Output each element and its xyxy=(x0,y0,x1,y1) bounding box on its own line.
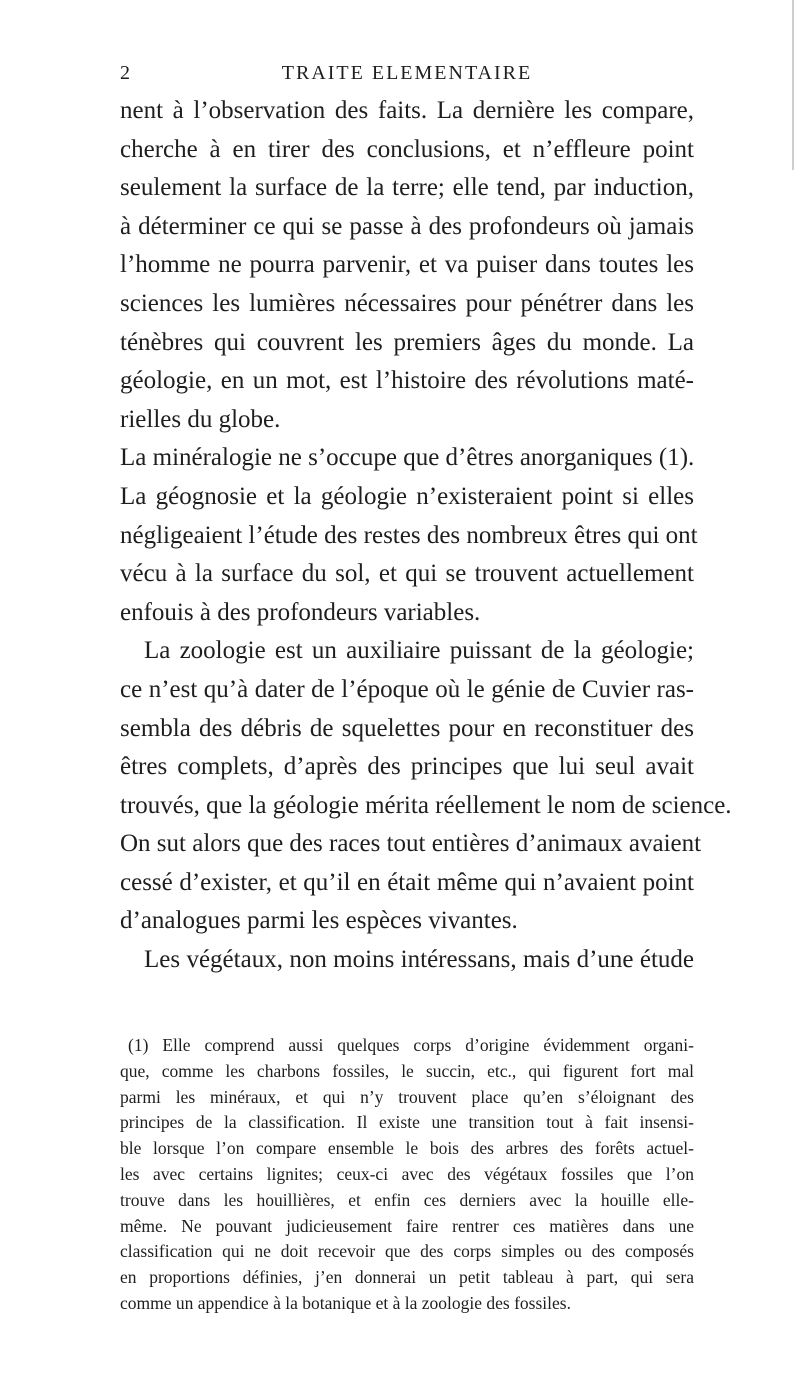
page-edge-line xyxy=(792,0,794,170)
body-line: ce n’est qu’à dater de l’époque où le génie de Cuvier ras- xyxy=(120,675,694,703)
body-line: La géognosie et la géologie n’existeraient point si elles xyxy=(120,482,694,510)
footnote-line: comme un appendice à la botanique et à la zoologie des fossiles. xyxy=(120,1292,571,1313)
body-line: sembla des débris de squelettes pour en reconstituer des xyxy=(120,714,694,742)
footnote-line: trouve dans les houillières, et enfin ces derniers avec la houille elle- xyxy=(120,1189,694,1210)
body-line: sciences les lumières nécessaires pour pénétrer dans les xyxy=(120,289,694,317)
body-text xyxy=(120,92,732,980)
body-line: enfouis à des profondeurs variables. xyxy=(120,598,481,626)
footnote-line: les avec certains lignites; ceux-ci avec des végétaux fossiles que l’on xyxy=(120,1163,694,1184)
body-line: cessé d’exister, et qu’il en était même qui n’avaient point xyxy=(120,868,694,896)
footnote-line: même. Ne pouvant judicieusement faire rentrer ces matières dans une xyxy=(120,1215,694,1236)
footnote-line: ble lorsque l’on compare ensemble le bois des arbres des forêts actuel- xyxy=(120,1138,694,1159)
body-line: Les végétaux, non moins intéressans, mais d’une étude xyxy=(144,946,694,974)
body-line: trouvés, que la géologie mérita réellement le nom de science. xyxy=(120,791,732,819)
body-line: seulement la surface de la terre; elle tend, par induction, xyxy=(120,174,694,202)
body-line: La minéralogie ne s’occupe que d’êtres anorganiques (1). xyxy=(120,444,695,472)
footnote-line: principes de la classification. Il existe une transition tout à fait insensi- xyxy=(120,1112,694,1133)
body-line: négligeaient l’étude des restes des nombreux êtres qui ont xyxy=(120,521,698,549)
running-title: TRAITE ELEMENTAIRE xyxy=(281,62,533,84)
footnote-line: en proportions définies, j’en donnerai un petit tableau à part, qui sera xyxy=(120,1267,694,1288)
body-line: La zoologie est un auxiliaire puissant de la géologie; xyxy=(144,637,694,665)
body-line: l’homme ne pourra parvenir, et va puiser dans toutes les xyxy=(120,251,694,279)
body-line: géologie, en un mot, est l’histoire des révolutions maté- xyxy=(120,367,694,395)
body-line: vécu à la surface du sol, et qui se trouvent actuellement xyxy=(120,560,694,588)
body-line: d’analogues parmi les espèces vivantes. xyxy=(120,907,518,935)
body-line: êtres complets, d’après des principes que lui seul avait xyxy=(120,753,694,781)
footnote-line: que, comme les charbons fossiles, le succin, etc., qui figurent fort mal xyxy=(120,1060,694,1081)
body-line: rielles du globe. xyxy=(120,405,281,433)
page-number: 2 xyxy=(120,62,131,84)
footnote-line: (1) Elle comprend aussi quelques corps d’origine évidemment organi- xyxy=(128,1035,694,1055)
body-line: cherche à en tirer des conclusions, et n’effleure point xyxy=(120,135,694,163)
body-line: nent à l’observation des faits. La dernière les compare, xyxy=(120,97,694,124)
page-header xyxy=(120,62,694,90)
footnote-line: parmi les minéraux, et qui n’y trouvent place qu’en s’éloignant des xyxy=(120,1086,694,1107)
body-line: à déterminer ce qui se passe à des profondeurs où jamais xyxy=(120,212,694,240)
body-line: ténèbres qui couvrent les premiers âges du monde. La xyxy=(120,328,694,356)
footnote-line: classification qui ne doit recevoir que des corps simples ou des composés xyxy=(120,1241,694,1262)
footnote xyxy=(120,1033,694,1317)
body-line: On sut alors que des races tout entières d’animaux avaient xyxy=(120,830,702,858)
